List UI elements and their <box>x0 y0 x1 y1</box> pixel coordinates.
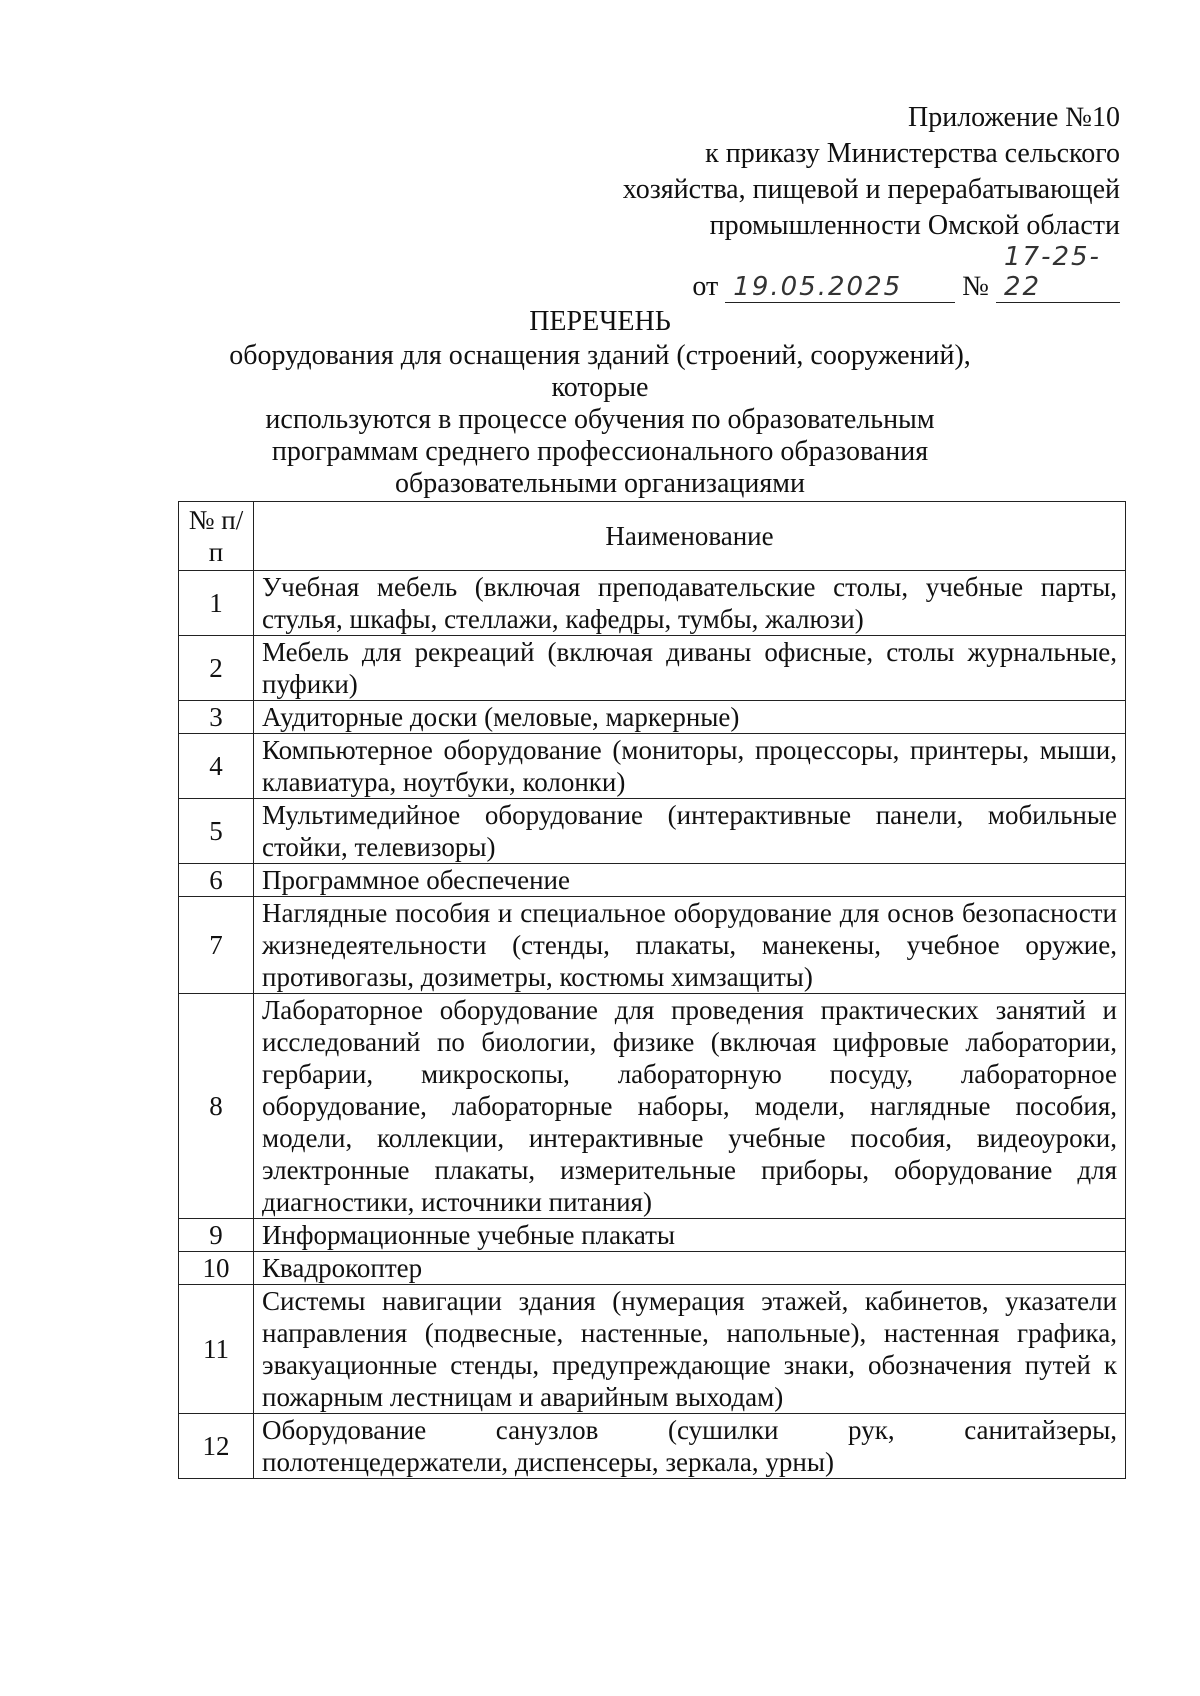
table-row <box>179 994 1126 1219</box>
title-line-3: программам среднего профессионального образования <box>271 436 929 467</box>
row-number: 3 <box>179 701 254 734</box>
row-number: 11 <box>179 1285 254 1414</box>
header-number: № п/п <box>179 502 254 571</box>
table-row <box>179 701 1126 734</box>
row-name: Системы навигации здания (нумерация этажей, кабинетов, указатели направления (подвесные, настенные, напольные), настенная графика, эвакуационные стенды, предупреждающие знаки, обозначения путей к пожарным лестницам и аварийным выходам) <box>254 1285 1126 1414</box>
order-date-number-line <box>560 242 1120 305</box>
handwritten-date: 19.05.2025 <box>725 272 955 303</box>
title-line-4: образовательными организациями <box>395 468 805 499</box>
handwritten-order-number: 17-25-22 <box>996 242 1120 303</box>
table-header-row <box>179 502 1126 571</box>
row-name: Учебная мебель (включая преподавательские столы, учебные парты, стулья, шкафы, стеллажи, кафедры, тумбы, жалюзи) <box>254 571 1126 636</box>
appendix-number: Приложение №10 <box>908 102 1120 133</box>
row-name: Наглядные пособия и специальное оборудование для основ безопасности жизнедеятельности (стенды, плакаты, манекены, учебное оружие, противогазы, дозиметры, костюмы химзащиты) <box>254 897 1126 994</box>
table-row <box>179 799 1126 864</box>
row-number: 7 <box>179 897 254 994</box>
table-row <box>179 636 1126 701</box>
row-name: Аудиторные доски (меловые, маркерные) <box>254 701 1126 734</box>
table-row <box>179 897 1126 994</box>
row-number: 8 <box>179 994 254 1219</box>
row-number: 9 <box>179 1219 254 1252</box>
appendix-region-line: промышленности Омской области <box>709 210 1120 241</box>
table-row <box>179 864 1126 897</box>
date-prefix: от <box>692 271 719 302</box>
row-number: 10 <box>179 1252 254 1285</box>
table-row <box>179 1285 1126 1414</box>
document-title <box>180 306 1020 500</box>
row-name: Программное обеспечение <box>254 864 1126 897</box>
row-number: 4 <box>179 734 254 799</box>
title-heading: ПЕРЕЧЕНЬ <box>529 306 671 337</box>
row-name: Квадрокоптер <box>254 1252 1126 1285</box>
row-name: Оборудование санузлов (сушилки рук, санитайзеры, полотенцедержатели, диспенсеры, зеркала, урны) <box>254 1414 1126 1479</box>
row-number: 6 <box>179 864 254 897</box>
row-number: 1 <box>179 571 254 636</box>
appendix-order-line: к приказу Министерства сельского <box>705 138 1120 169</box>
row-name: Компьютерное оборудование (мониторы, процессоры, принтеры, мыши, клавиатура, ноутбуки, колонки) <box>254 734 1126 799</box>
row-name: Лабораторное оборудование для проведения практических занятий и исследований по биологии, физике (включая цифровые лаборатории, гербарии, микроскопы, лабораторную посуду, лабораторное оборудование, лабораторные наборы, модели, наглядные пособия, модели, коллекции, интерактивные учебные пособия, видеоуроки, электронные плакаты, измерительные приборы, оборудование для диагностики, источники питания) <box>254 994 1126 1219</box>
row-number: 5 <box>179 799 254 864</box>
table-row <box>179 571 1126 636</box>
row-number: 12 <box>179 1414 254 1479</box>
row-name: Мебель для рекреаций (включая диваны офисные, столы журнальные, пуфики) <box>254 636 1126 701</box>
appendix-ministry-line: хозяйства, пищевой и перерабатывающей <box>622 174 1120 205</box>
number-prefix: № <box>962 271 989 302</box>
table-row <box>179 734 1126 799</box>
title-line-1: оборудования для оснащения зданий (строений, сооружений), которые <box>229 340 971 403</box>
table-row <box>179 1414 1126 1479</box>
row-number: 2 <box>179 636 254 701</box>
table-row <box>179 1252 1126 1285</box>
header-name: Наименование <box>254 502 1126 571</box>
row-name: Мультимедийное оборудование (интерактивные панели, мобильные стойки, телевизоры) <box>254 799 1126 864</box>
row-name: Информационные учебные плакаты <box>254 1219 1126 1252</box>
title-line-2: используются в процессе обучения по образовательным <box>265 404 935 435</box>
appendix-block <box>560 100 1120 305</box>
equipment-table <box>178 501 1126 1479</box>
table-row <box>179 1219 1126 1252</box>
